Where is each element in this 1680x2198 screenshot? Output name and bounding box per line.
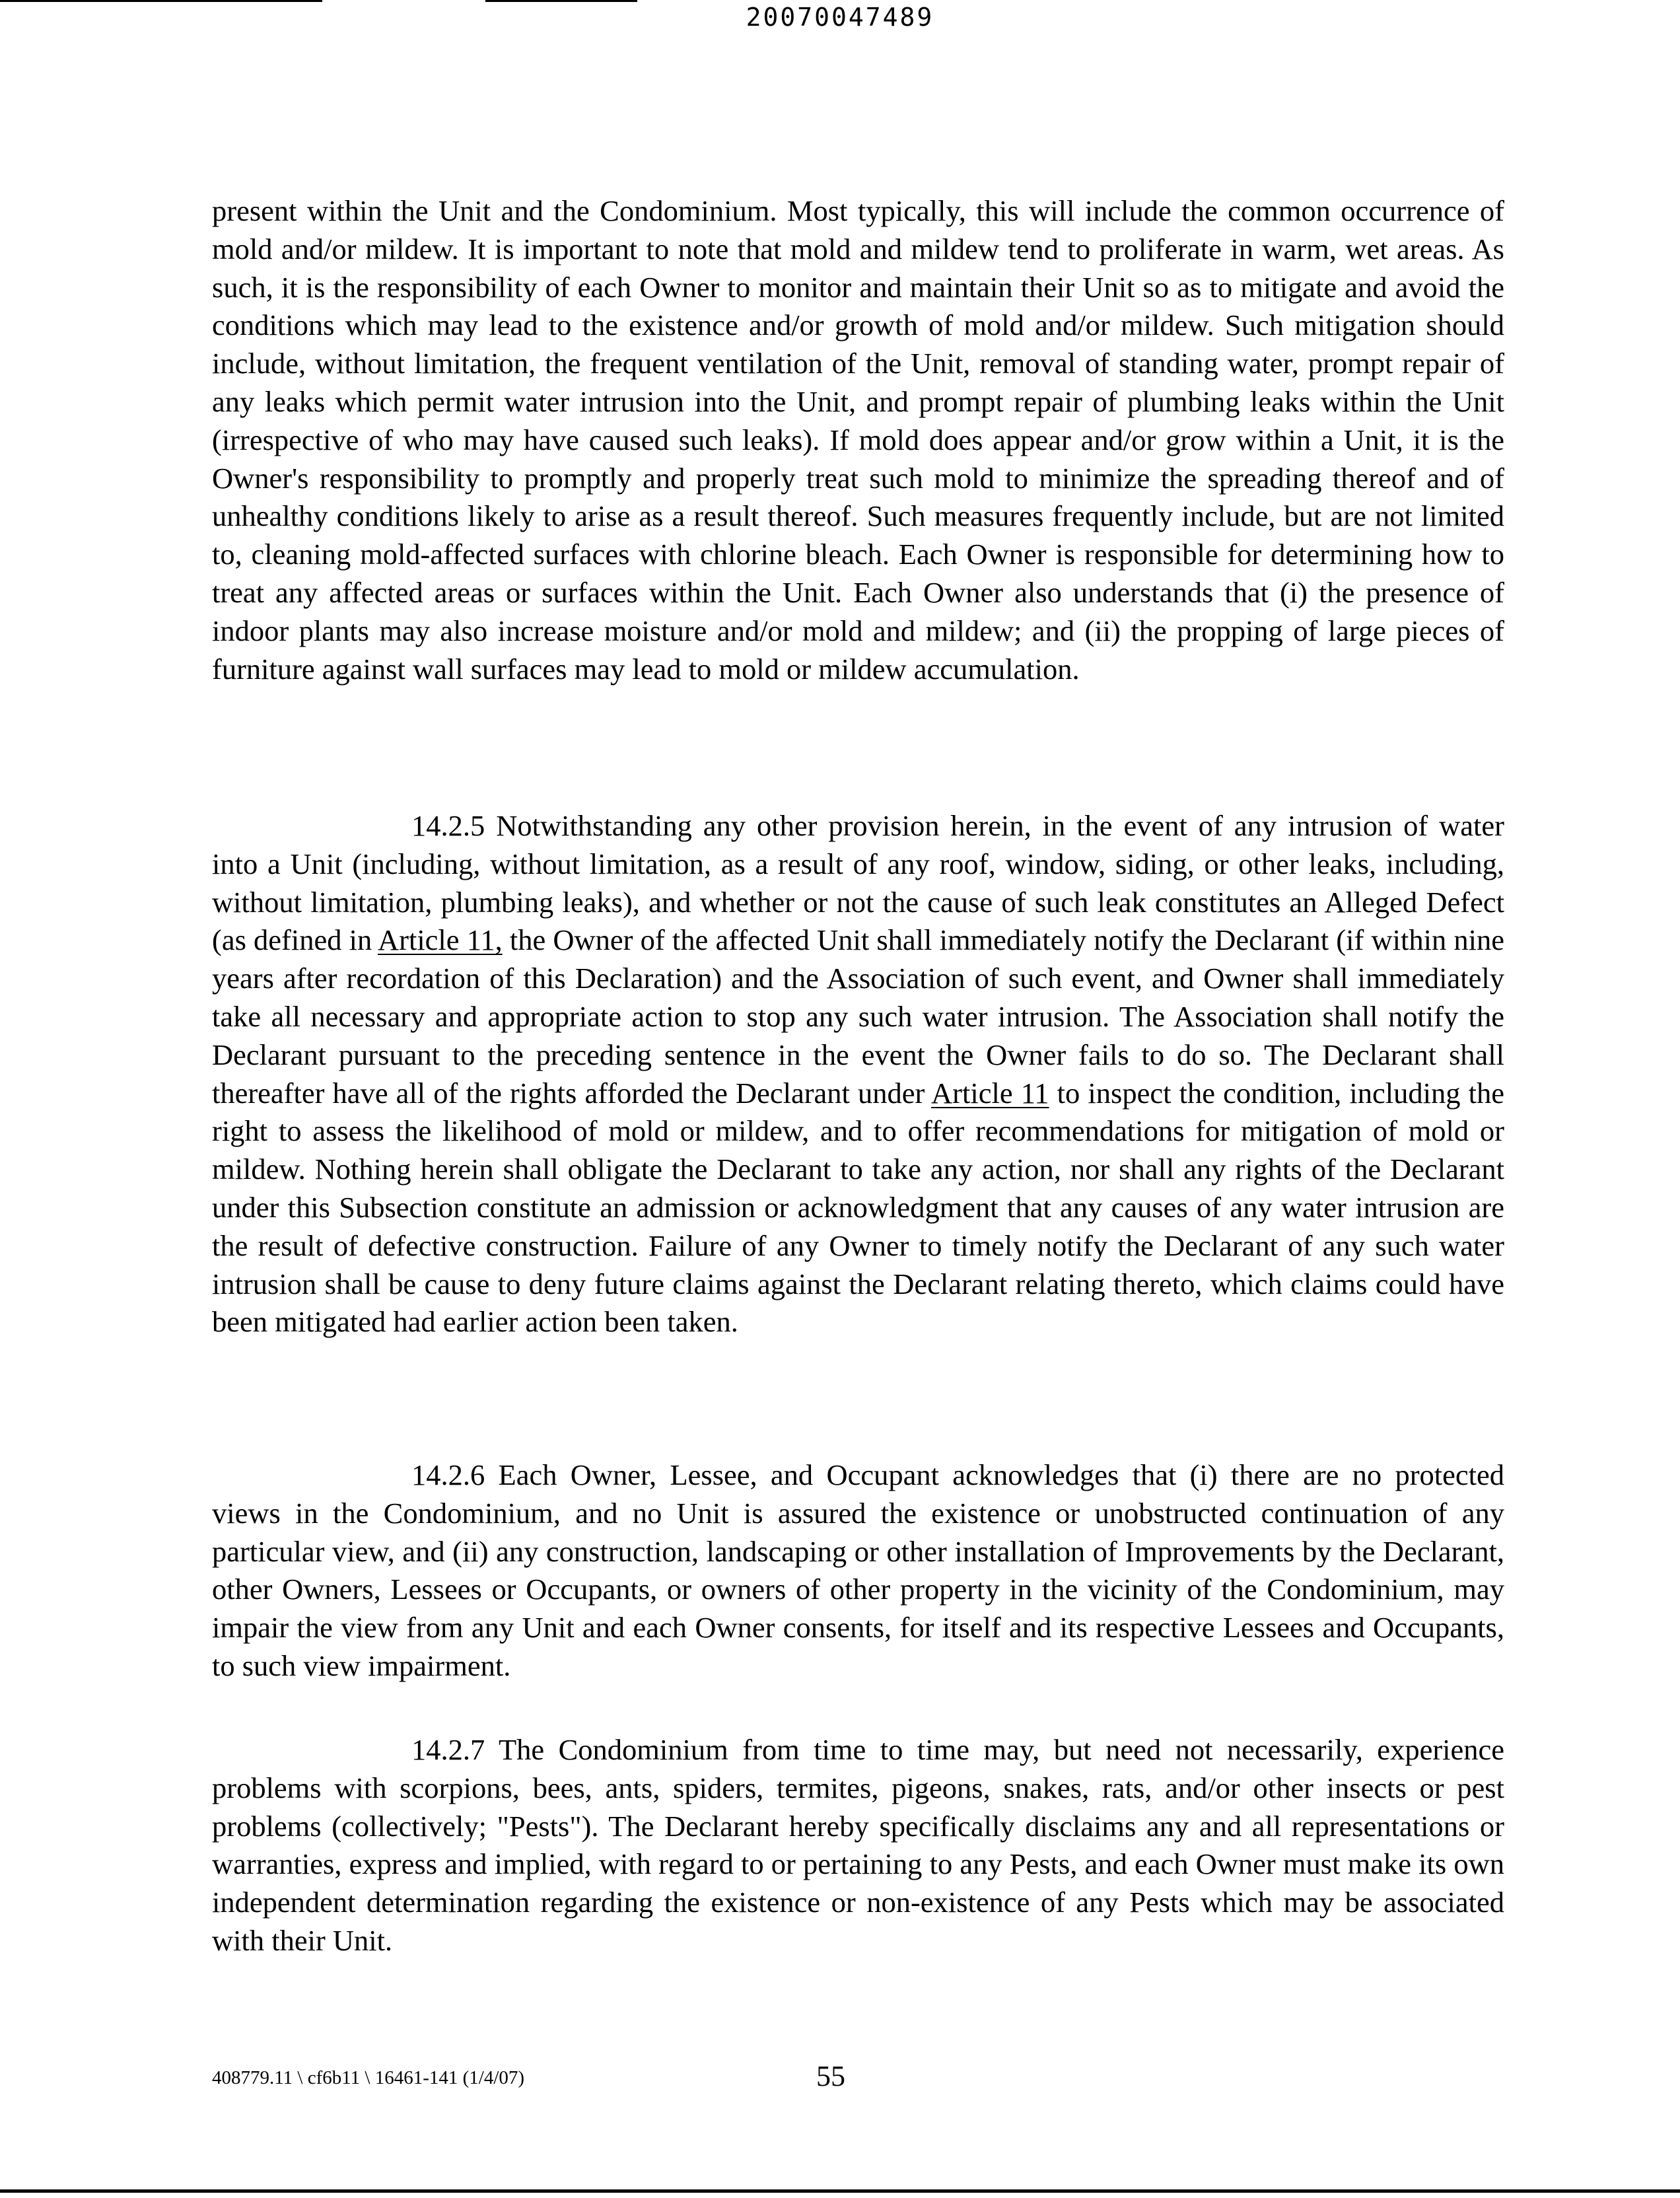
top-rule-right — [485, 0, 637, 2]
section-number: 14.2.7 — [411, 1733, 485, 1766]
section-number: 14.2.5 — [411, 809, 485, 842]
paragraph-14-2-6 — [212, 1456, 1504, 1685]
paragraph-text: The Condominium from time to time may, but need not necessarily, experience problems with scorpions, bees, ants, spiders, termites, pigeons, snakes, rats, and/or other insects or pest problems (collectively; "Pests"). The Declarant hereby specifically disclaims any and all representations or warranties, express and implied, with regard to or pertaining to any Pests, and each Owner must make its own independent determination regarding the existence or non-existence of any Pests which may be associated with their Unit. — [212, 1733, 1505, 1957]
paragraph-text: Each Owner, Lessee, and Occupant acknowledges that (i) there are no protected views in the Condominium, and no Unit is assured the existence or unobstructed continuation of any particular view, and (ii) any construction, landscaping or other installation of Improvements by the Declarant, other Owners, Lessees or Occupants, or owners of other property in the vicinity of the Condominium, may impair the view from any Unit and each Owner consents, for itself and its respective Lessees and Occupants, to such view impairment. — [212, 1458, 1504, 1682]
paragraph-text: Notwithstanding any other provision herein, in the event of any intrusion of water into a Unit (including, without limitation, as a result of any roof, window, siding, or other leaks, including, without limitation, plumbing leaks), and whether or not the cause of such leak constitutes an Alleged Defect (as defined in — [212, 809, 1504, 957]
paragraph-continuation-text: present within the Unit and the Condominium. Most typically, this will include the common occurrence of mold and/or mildew. It is important to note that mold and mildew tend to proliferate in warm, wet areas. As such, it is the responsibility of each Owner to monitor and maintain their Unit so as to mitigate and avoid the conditions which may lead to the existence and/or growth of mold and/or mildew. Such mitigation should include, without limitation, the frequent ventilation of the Unit, removal of standing water, prompt repair of any leaks which permit water intrusion into the Unit, and prompt repair of plumbing leaks within the Unit (irrespective of who may have caused such leaks). If mold does appear and/or grow within a Unit, it is the Owner's responsibility to promptly and properly treat such mold to minimize the spreading thereof and of unhealthy conditions likely to arise as a result thereof. Such measures frequently include, but are not limited to, cleaning mold-affected surfaces with chlorine bleach. Each Owner is responsible for determining how to treat any affected areas or surfaces within the Unit. Each Owner also understands that (i) the presence of indoor plants may also increase moisture and/or mold and mildew; and (ii) the propping of large pieces of furniture against wall surfaces may lead to mold or mildew accumulation. — [212, 194, 1504, 686]
paragraph-continuation — [212, 192, 1504, 688]
article-11-reference: Article 11 — [931, 1076, 1049, 1110]
paragraph-14-2-7 — [212, 1731, 1504, 1960]
section-number: 14.2.6 — [411, 1458, 485, 1491]
top-rule-left — [0, 0, 322, 2]
paragraph-text: to inspect the condition, including the right to assess the likelihood of mold or mildew, and to offer recommendations for mitigation of mold or mildew. Nothing herein shall obligate the Declarant to take any action, nor shall any rights of the Declarant under this Subsection constitute an admission or acknowledgment that any causes of any water intrusion are the result of defective construction. Failure of any Owner to timely notify the Declarant of any such water intrusion shall be cause to deny future claims against the Declarant relating thereto, which claims could have been mitigated had earlier action been taken. — [212, 1076, 1505, 1339]
document-number: 20070047489 — [746, 3, 934, 32]
article-11-reference: Article 11, — [378, 923, 503, 957]
bottom-rule — [0, 2189, 1680, 2193]
footer-document-id: 408779.11 \ cf6b11 \ 16461-141 (1/4/07) — [212, 2067, 525, 2088]
page-number: 55 — [816, 2060, 845, 2092]
paragraph-14-2-5 — [212, 807, 1504, 1341]
paragraph-text: the Owner of the affected Unit shall immediately notify the Declarant (if within nine years after recordation of this Declaration) and the Association of such event, and Owner shall immediately take all necessary and appropriate action to stop any such water intrusion. The Association shall notify the Declarant pursuant to the preceding sentence in the event the Owner fails to do so. The Declarant shall thereafter have all of the rights afforded the Declarant under — [212, 923, 1504, 1110]
